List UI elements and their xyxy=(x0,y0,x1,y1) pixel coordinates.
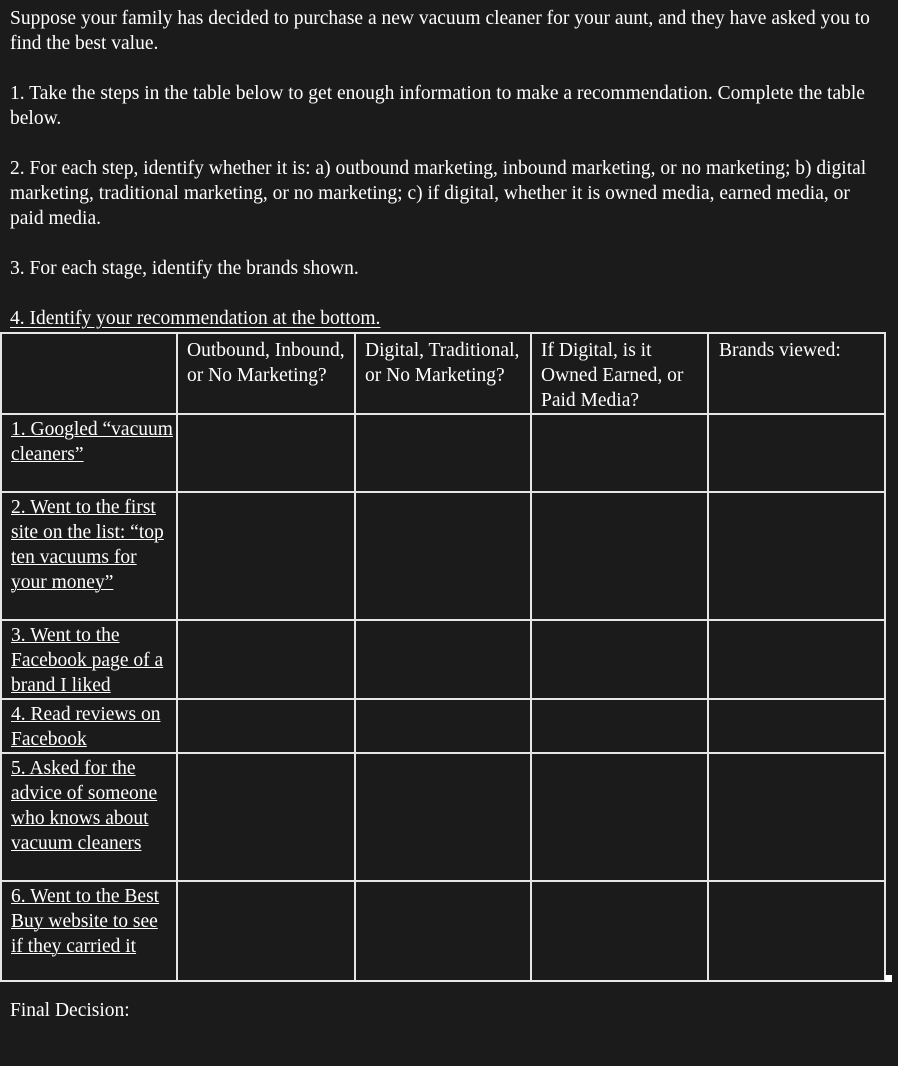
instruction-3: 3. For each stage, identify the brands shown. xyxy=(10,258,359,279)
instruction-4: 4. Identify your recommendation at the bottom. xyxy=(10,308,381,329)
header-media-type: If Digital, is it Owned Earned, or Paid Media? xyxy=(531,333,708,414)
brands-cell[interactable] xyxy=(708,492,885,620)
digital-cell[interactable] xyxy=(355,753,531,881)
digital-cell[interactable] xyxy=(355,881,531,981)
table-row xyxy=(1,414,885,492)
step-cell: 4. Read reviews on Facebook xyxy=(1,699,177,753)
digital-cell[interactable] xyxy=(355,699,531,753)
digital-cell[interactable] xyxy=(355,492,531,620)
outbound-cell[interactable] xyxy=(177,881,355,981)
media-cell[interactable] xyxy=(531,753,708,881)
brands-cell[interactable] xyxy=(708,699,885,753)
outbound-cell[interactable] xyxy=(177,620,355,699)
table-row xyxy=(1,492,885,620)
brands-cell[interactable] xyxy=(708,753,885,881)
outbound-cell[interactable] xyxy=(177,414,355,492)
table-row xyxy=(1,753,885,881)
header-step xyxy=(1,333,177,414)
step-cell: 5. Asked for the advice of someone who knows about vacuum cleaners xyxy=(1,753,177,881)
brands-cell[interactable] xyxy=(708,881,885,981)
brands-cell[interactable] xyxy=(708,620,885,699)
table-row xyxy=(1,881,885,981)
media-cell[interactable] xyxy=(531,620,708,699)
outbound-cell[interactable] xyxy=(177,753,355,881)
instruction-2: 2. For each step, identify whether it is: a) outbound marketing, inbound marketing, or no marketing; b) digital marketing, traditional marketing, or no marketing; c) if digital, whether it is owned media, earned media, or paid media. xyxy=(10,158,867,229)
digital-cell[interactable] xyxy=(355,620,531,699)
media-cell[interactable] xyxy=(531,881,708,981)
final-decision-label: Final Decision: xyxy=(10,1000,130,1021)
marketing-table xyxy=(0,332,886,982)
header-digital-traditional: Digital, Traditional, or No Marketing? xyxy=(355,333,531,414)
media-cell[interactable] xyxy=(531,414,708,492)
table-header-row xyxy=(1,333,885,414)
header-brands-viewed: Brands viewed: xyxy=(708,333,885,414)
digital-cell[interactable] xyxy=(355,414,531,492)
header-outbound-inbound: Outbound, Inbound, or No Marketing? xyxy=(177,333,355,414)
step-cell: 6. Went to the Best Buy website to see if they carried it xyxy=(1,881,177,981)
instructions xyxy=(10,6,885,331)
media-cell[interactable] xyxy=(531,699,708,753)
instruction-1: 1. Take the steps in the table below to get enough information to make a recommendation. Complete the table below. xyxy=(10,83,865,129)
brands-cell[interactable] xyxy=(708,414,885,492)
outbound-cell[interactable] xyxy=(177,492,355,620)
media-cell[interactable] xyxy=(531,492,708,620)
step-cell: 2. Went to the first site on the list: “top ten vacuums for your money” xyxy=(1,492,177,620)
scenario-text: Suppose your family has decided to purchase a new vacuum cleaner for your aunt, and they have asked you to find the best value. xyxy=(10,8,870,54)
table-resize-handle[interactable] xyxy=(885,975,892,982)
step-cell: 1. Googled “vacuum cleaners” xyxy=(1,414,177,492)
table-row xyxy=(1,620,885,699)
step-cell: 3. Went to the Facebook page of a brand I liked xyxy=(1,620,177,699)
table-row xyxy=(1,699,885,753)
outbound-cell[interactable] xyxy=(177,699,355,753)
